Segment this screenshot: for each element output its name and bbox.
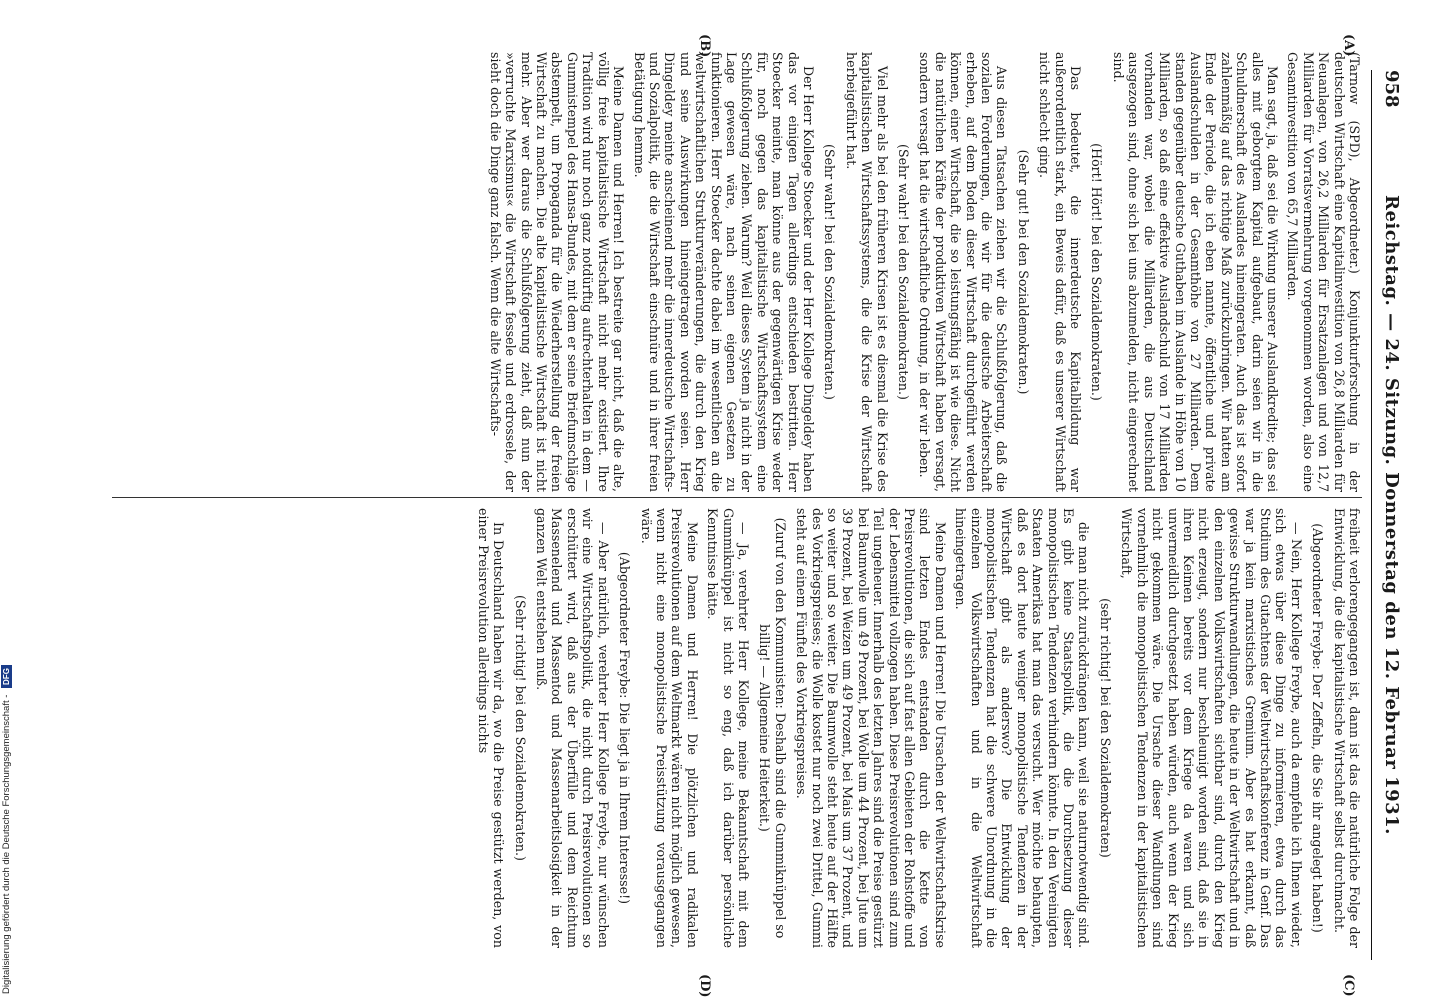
paragraph: Meine Damen und Herren! Ich bestreite gar nicht, daß die alte, völlig freie kapitalistische Wirtschaft nicht mehr existiert. Ihre Tradition wird nur noch ganz notdürftig aufrechterhalten in dem — Gummistempel des Hansa-Bundes, mit dem er seine Briefumschläge abstempelt, um Propaganda für die Wiederherstellung der freien Wirtschaft zu machen. Die alte kapitalistische Wirtschaft ist nicht mehr. Aber wer daraus die Schlußfolgerung zieht, daß nun der »verruchte Marxismus« die Wirtschaft fessele und erdrossele, der sieht doch die Dinge ganz falsch. Wenn die alte Wirtschafts- [487, 52, 627, 492]
paragraph: Der Herr Kollege Stoecker und der Herr Kollege Dingeldey haben das vor einigen Tagen allerdings entschieden bestritten. Herr Stoecker meinte, man könne aus der gegenwärtigen Krise weder für, noch gegen das kapitalistische Wirtschaftssystem eine Schlußfolgerung ziehen. Warum? Weil dieses System ja nicht in der Lage gewesen wäre, nach seinen eigenen Gesetzen zu funktionieren. Herr Stoecker dachte dabei im wesentlichen an die weltwirtschaftlichen Strukturveränderungen, die durch den Krieg und seine Auswirkungen hineingetragen worden seien. Herr Dingeldey meinte anscheinend mehr die innerdeutsche Wirtschafts- und Sozialpolitik, die die Wirtschaft einschnüre und in ihrer freien Betätigung hemme. [631, 52, 816, 492]
interjection: (sehr richtig! bei den Sozialdemokraten) [1097, 598, 1113, 858]
paragraph: Man sagt, ja, daß sei die Wirkung unserer Auslandkredite; das sei alles mit geborgtem Kapital aufgebaut, darin seien wir in die Schuldnerschaft des Auslandes hineingeraten. Auch das ist sofort zahlenmäßig auf das richtige Maß zurückzubringen. Wir hatten am Ende der Periode, die ich eben nannte, öffentliche und private Auslandschulden in der Gesamthöhe von 27 Milliarden. Dem standen gegenüber deutsche Guthaben im Auslande in Höhe von 10 Milliarden, so daß eine effektive Auslandschuld von 17 Milliarden vorhanden war, wobei die Milliarden, die aus Deutschland ausgezogen sind, ohne sich bei uns abzumelden, nicht eingerechnet sind. [1110, 52, 1280, 492]
right-column [112, 508, 1362, 948]
interjection: (Sehr richtig! bei den Sozialdemokraten.) [512, 595, 528, 861]
page-header [1371, 70, 1412, 960]
running-title: Reichstag. — 24. Sitzung. Donnerstag den 12. Februar 1931. [1381, 195, 1402, 835]
paragraph: In Deutschland haben wir da, wo die Preise gestützt werden, von einer Preisrevolution allerdings nichts [475, 508, 507, 948]
column-divider [112, 497, 1362, 498]
margin-marker-c: (C) [1341, 974, 1356, 997]
paragraph: Meine Damen und Herren! Die plötzlichen und radikalen Preisrevolutionen auf dem Weltmarkt wären nicht möglich gewesen, wenn nicht eine monopolistische Preisstützung vorausgegangen wäre. [638, 508, 700, 948]
interjection: (Sehr gut! bei den Sozialdemokraten.) [1015, 149, 1031, 395]
paragraph: Aus diesen Tatsachen ziehen wir die Schlußfolgerung, daß die sozialen Forderungen, die wir für die deutsche Arbeiterschaft erheben, auf dem Boden dieser Wirtschaft durchgeführt werden können, einer Wirtschaft, die so leistungsfähig ist wie diese. Nicht die natürlichen Kräfte der produktiven Wirtschaft haben versagt, sondern versagt hat die wirtschaftliche Ordnung, in der wir leben. [917, 52, 1010, 492]
margin-marker-a: (A) [1341, 34, 1356, 57]
page-number: 958 [1381, 70, 1402, 108]
dfg-logo: DFG [1, 665, 12, 688]
margin-marker-d: (D) [697, 974, 712, 998]
interjection: (Zuruf von den Kommunisten: Deshalb sind die Gummiknüppel so billig! — Allgemeine Heiterkeit.) [757, 517, 788, 939]
margin-marker-b: (B) [697, 34, 712, 58]
paragraph: (Tarnow (SPD), Abgeordneter.) Konjunkturforschung in der deutschen Wirtschaft eine Kapitalinvestition von 26,8 Milliarden für Neuanlagen, von 26,2 Milliarden für Ersatzanlagen und von 12,7 Milliarden für Vorratsvermehrung vorgenommen worden, also eine Gesamtinvestition von 65,7 Milliarden. [1285, 52, 1362, 492]
paragraph: — Aber natürlich, verehrter Herr Kollege Freybe, nur wünschen wir eine Wirtschaftspolitik, die nicht durch Preisrevolutionen so erschüttert wird, daß aus der Überfülle und dem Reichtum Massenelend und Massentod und Massenarbeitslosigkeit in der ganzen Welt entstehen muß. [534, 508, 611, 948]
digitization-credit [0, 0, 14, 994]
left-column [112, 52, 1362, 492]
paragraph: die man nicht zurückdrängen kann, weil sie naturnotwendig sind. Es gibt keine Staatspolitik, die die Durchsetzung dieser monopolistischen Tendenzen verhindern könnte. In den Vereinigten Staaten Amerikas hat man das versucht. Wer möchte behaupten, daß es dort heute weniger monopolistische Tendenzen in der Wirtschaft gibt als anderswo? Die Entwicklung der monopolistischen Tendenzen hat die schwere Unordnung in die einzelnen Volkswirtschaften und in die Weltwirtschaft hineingetragen. [953, 508, 1092, 948]
credit-line [1, 665, 12, 994]
interjection: (Sehr wahr! bei den Sozialdemokraten.) [822, 144, 838, 400]
paragraph: Das bedeutet, die innerdeutsche Kapitalbildung war außerordentlich stark, ein Beweis dafür, daß es unserer Wirtschaft nicht schlecht ging. [1037, 52, 1084, 492]
interjection: (Sehr wahr! bei den Sozialdemokraten.) [896, 144, 912, 400]
paragraph: Viel mehr als bei den früheren Krisen ist es diesmal die Krise des kapitalistischen Wirtschaftssystems, die die Krise der Wirtschaft herbeigeführt hat. [843, 52, 890, 492]
paragraph: freiheit verlorengegangen ist, dann ist das die natürliche Folge der Entwicklung, die die kapitalistische Wirtschaft selbst durchmacht. [1331, 508, 1362, 948]
interjection: (Abgeordneter Freybe: Die liegt ja in Ihrem Interesse!) [617, 551, 633, 905]
credit-text: Digitalisierung gefördert durch die Deutsche Forschungsgemeinschaft - [1, 694, 12, 994]
paragraph: Meine Damen und Herren! Die Ursachen der Weltwirtschaftskrise sind letzten Endes entstanden durch die Kette von Preisrevolutionen, die sich auf fast allen Gebieten der Rohstoffe und der Lebensmittel vollzogen haben. Diese Preisrevolutionen sind zum Teil ungeheuer. Innerhalb des letzten Jahres sind die Preise gestürzt bei Baumwolle um 49 Prozent, bei Wolle um 44 Prozent, bei Jute um 39 Prozent, bei Weizen um 49 Prozent, bei Mais um 37 Prozent, und so weiter und so weiter. Die Baumwolle steht heute auf der Hälfte des Vorkriegspreises; die Wolle kostet nur noch zwei Drittel, Gummi steht auf einem Fünftel des Vorkriegspreises. [794, 508, 948, 948]
interjection: (Hört! Hört! bei den Sozialdemokraten.) [1089, 143, 1105, 401]
paragraph: — Nein, Herr Kollege Freybe, auch da empfehle ich Ihnen wieder, sich etwas über diese Dinge zu informieren, etwa durch das Studium des Gutachtens der Weltwirtschaftskonferenz in Genf. Das war ja kein marxistisches Gremium. Aber es hat erkannt, daß gewisse Strukturwandlungen, die heute in der Weltwirtschaft und in den einzelnen Volkswirtschaften sichtbar sind, durch den Krieg nicht erzeugt, sondern nur beschleunigt worden sind, daß sie in ihren Keimen bereits vor dem Kriege da waren und sich unvermeidlich durchgesetzt haben würden, auch wenn der Krieg nicht gekommen wäre. Die Ursache dieser Wandlungen sind vornehmlich die monopolistischen Tendenzen in der kapitalistischen Wirtschaft, [1119, 508, 1304, 948]
paragraph: — Ja, verehrter Herr Kollege, meine Bekanntschaft mit dem Gummiknüppel ist nicht so eng, daß ich darüber persönliche Kenntnisse hätte. [705, 508, 751, 948]
interjection: (Abgeordneter Freybe: Der Zeffeln, die Sie ihr angelegt haben!) [1310, 523, 1326, 933]
